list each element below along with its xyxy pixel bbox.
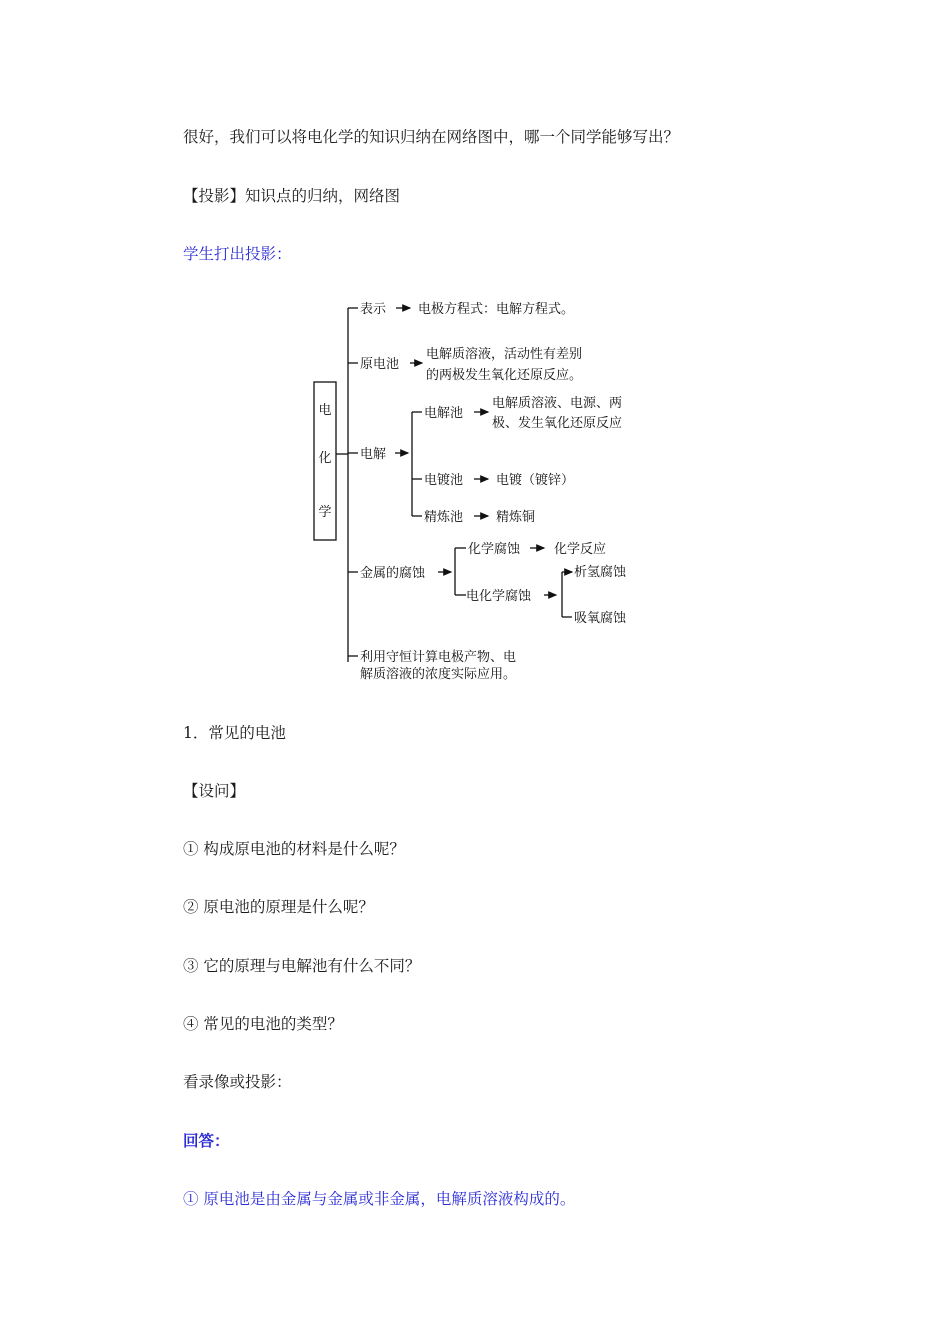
electroplating-cell: 电镀池: [424, 473, 464, 488]
watch-video-label: 看录像或投影：: [183, 1073, 292, 1091]
electrolytic-cell-desc-line2: 极、发生氧化还原反应: [492, 416, 623, 431]
branch-metal-corrosion: 金属的腐蚀: [360, 566, 426, 581]
galvanic-cell-desc-line1: 电解质溶液，活动性有差别: [426, 347, 583, 362]
section-heading-common-batteries: 1．常见的电池: [183, 724, 286, 742]
student-projection-label: 学生打出投影：: [183, 245, 292, 263]
branch-representation-result: 电极方程式：电解方程式。: [418, 302, 575, 317]
electrolytic-cell: 电解池: [424, 406, 464, 421]
application-line1: 利用守恒计算电极产物、电: [360, 650, 517, 665]
electrochemical-corrosion: 电化学腐蚀: [466, 589, 532, 604]
application-line2: 解质溶液的浓度实际应用。: [360, 667, 517, 682]
oxygen-absorption-corrosion: 吸氧腐蚀: [574, 611, 627, 626]
chemical-corrosion: 化学腐蚀: [468, 542, 521, 557]
chemical-corrosion-result: 化学反应: [554, 542, 607, 557]
electrochemistry-network-diagram: [300, 290, 660, 690]
question-heading: 【设问】: [183, 782, 246, 800]
refining-cell-result: 精炼铜: [496, 510, 536, 525]
projection-heading: 【投影】知识点的归纳，网络图: [183, 187, 401, 205]
root-char-2: 化: [318, 451, 332, 466]
answer-heading: 回答：: [183, 1131, 230, 1150]
answer-1: ① 原电池是由金属与金属或非金属，电解质溶液构成的。: [183, 1190, 576, 1208]
electrolytic-cell-desc-line1: 电解质溶液、电源、两: [492, 396, 623, 411]
hydrogen-evolution-corrosion: 析氢腐蚀: [574, 565, 627, 580]
question-1: ① 构成原电池的材料是什么呢？: [183, 840, 405, 858]
branch-electrolysis: 电解: [360, 447, 387, 462]
root-char-1: 电: [318, 403, 332, 418]
intro-paragraph: 很好，我们可以将电化学的知识归纳在网络图中，哪一个同学能够写出？: [183, 128, 680, 146]
question-3: ③ 它的原理与电解池有什么不同？: [183, 957, 421, 975]
question-4: ④ 常见的电池的类型？: [183, 1015, 343, 1033]
branch-representation: 表示: [360, 302, 387, 317]
root-char-3: 学: [318, 505, 332, 520]
branch-galvanic-cell: 原电池: [360, 357, 400, 372]
refining-cell: 精炼池: [424, 510, 464, 525]
electroplating-cell-result: 电镀（镀锌）: [496, 473, 575, 488]
question-2: ② 原电池的原理是什么呢？: [183, 898, 374, 916]
galvanic-cell-desc-line2: 的两极发生氧化还原反应。: [426, 368, 583, 383]
